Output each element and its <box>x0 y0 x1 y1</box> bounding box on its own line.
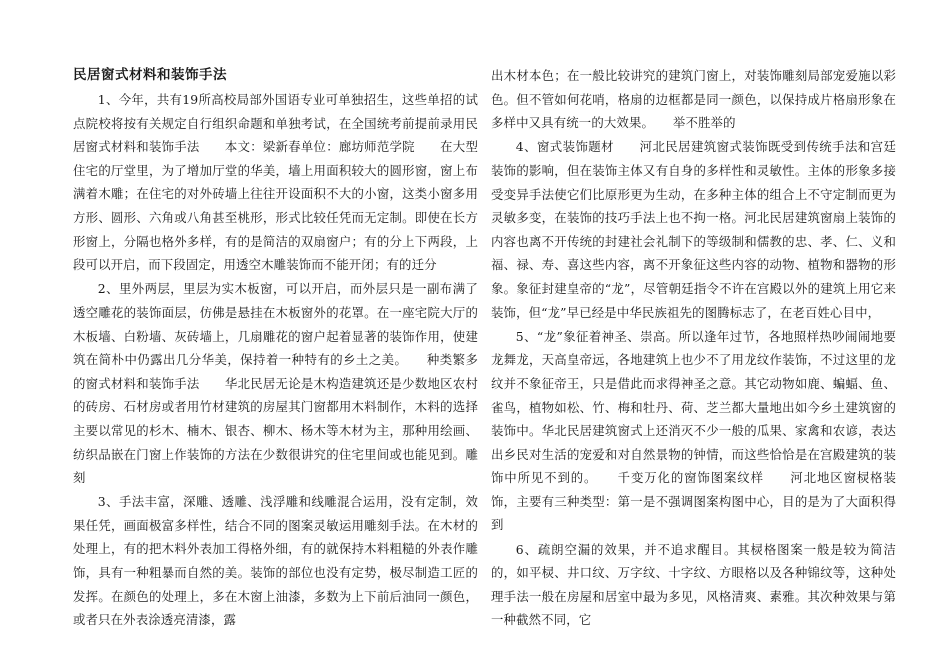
paragraph: 2、里外两层，里层为实木板窗，可以开启，而外层只是一副布满了透空雕花的装饰面层，仿佛是悬挂在木板窗外的花罩。在一座宅院大厅的木板墙、白粉墙、灰砖墙上，几扇雕花的窗户起着显著的装饰作用，使建筑在简朴中仍露出几分华美，保持着一种特有的乡土之美。 种类繁多的窗式材料和装饰手法 华北民居无论是木构造建筑还是少数地区农村的砖房、石材房或者用竹材建筑的房屋其门窗都用木料制作，木料的选择主要以常见的杉木、楠木、银杏、柳木、杨木等木材为主，那种用绘画、纺织品嵌在门窗上作装饰的方法在少数很讲究的住宅里间或也能见到。雕刻 <box>73 281 478 486</box>
document-title: 民居窗式材料和装饰手法 <box>73 67 227 83</box>
paragraph: 3、手法丰富，深雕、透雕、浅浮雕和线雕混合运用，没有定制，效果任凭，画面极富多样性，结合不同的图案灵敏运用雕刻手法。在木材的处理上，有的把木料外表加工得格外细，有的就保持木料粗糙的外表作雕饰，具有一种粗暴而自然的美。装饰的部位也没有定势，极尽制造工匠的发挥。在颜色的处理上，多在木窗上油漆，多数为上下前后油同一颜色，或者只在外表涂透亮清漆，露 <box>73 494 478 628</box>
paragraph: 4、窗式装饰题材 河北民居建筑窗式装饰既受到传统手法和宫廷装饰的影响，但在装饰主体又有自身的多样性和灵敏性。主体的形象多接受变异手法使它们比原形更为生动，在多种主体的组合上不守定制而更为灵敏多变，在装饰的技巧手法上也不拘一格。河北民居建筑窗扇上装饰的内容也离不开传统的封建社会礼制下的等级制和儒教的忠、孝、仁、义和福、禄、寿、喜这些内容，离不开象征这些内容的动物、植物和器物的形象。象征封建皇帝的“龙”，尽管朝廷指令不许在宫殿以外的建筑上用它来装饰，但“龙”早已经是中华民族祖先的图腾标志了，在老百姓心目中， <box>491 139 896 320</box>
left-column <box>73 64 478 632</box>
paragraph: 5、“龙”象征着神圣、崇高。所以逢年过节，各地照样热吵闹闹地要龙舞龙，天高皇帝远，各地建筑上也少不了用龙纹作装饰，不过这里的龙纹并不象征帝王，只是借此而求得神圣之意。其它动物如鹿、蝙蝠、鱼、雀鸟，植物如松、竹、梅和牡丹、荷、芝兰都大量地出如今乡土建筑窗的装饰中。华北民居建筑窗式上还消灭不少一般的瓜果、家禽和农谚，表达出乡民对生活的宠爱和对自然景物的钟情，而这些恰恰是在宫殿建筑的装饰中所见不到的。 千变万化的窗饰图案纹样 河北地区窗棂格装饰，主要有三种类型：第一是不强调图案构图中心，目的是为了大面积得到 <box>491 328 896 533</box>
right-column <box>491 64 896 633</box>
paragraph-continued: 出木材本色；在一般比较讲究的建筑门窗上，对装饰雕刻局部宠爱施以彩色。但不管如何花哨，格扇的边框都是同一颜色，以保持成片格扇形象在多样中又具有统一的大效果。 举不胜举的 <box>491 68 896 131</box>
paragraph: 6、疏朗空漏的效果，并不追求醒目。其棂格图案一般是较为简洁的，如平棂、井口纹、万字纹、十字纹、方眼格以及各种锦纹等，这种处理手法一般在房屋和居室中最为多见，风格清爽、素雅。其次种效果与第一种截然不同，它 <box>491 541 896 628</box>
paragraph: 1、今年，共有19所高校局部外国语专业可单独招生，这些单招的试点院校将按有关规定自行组织命题和单独考试，在全国统考前提前录用民居窗式材料和装饰手法 本文：梁新春单位：廊坊师范学院 在大型住宅的厅堂里，为了增加厅堂的华美，墙上用面积较大的圆形窗，窗上布满着木雕；在住宅的对外砖墙上往往开设面积不大的小窗，这类小窗多用方形、圆形、六角或八角甚至桃形，形式比较任凭而无定制。即使在长方形窗上，分隔也格外多样，有的是简洁的双扇窗户；有的分上下两段，上段可以开启，而下段固定，用透空木雕装饰而不能开闭；有的迁分 <box>73 92 478 273</box>
